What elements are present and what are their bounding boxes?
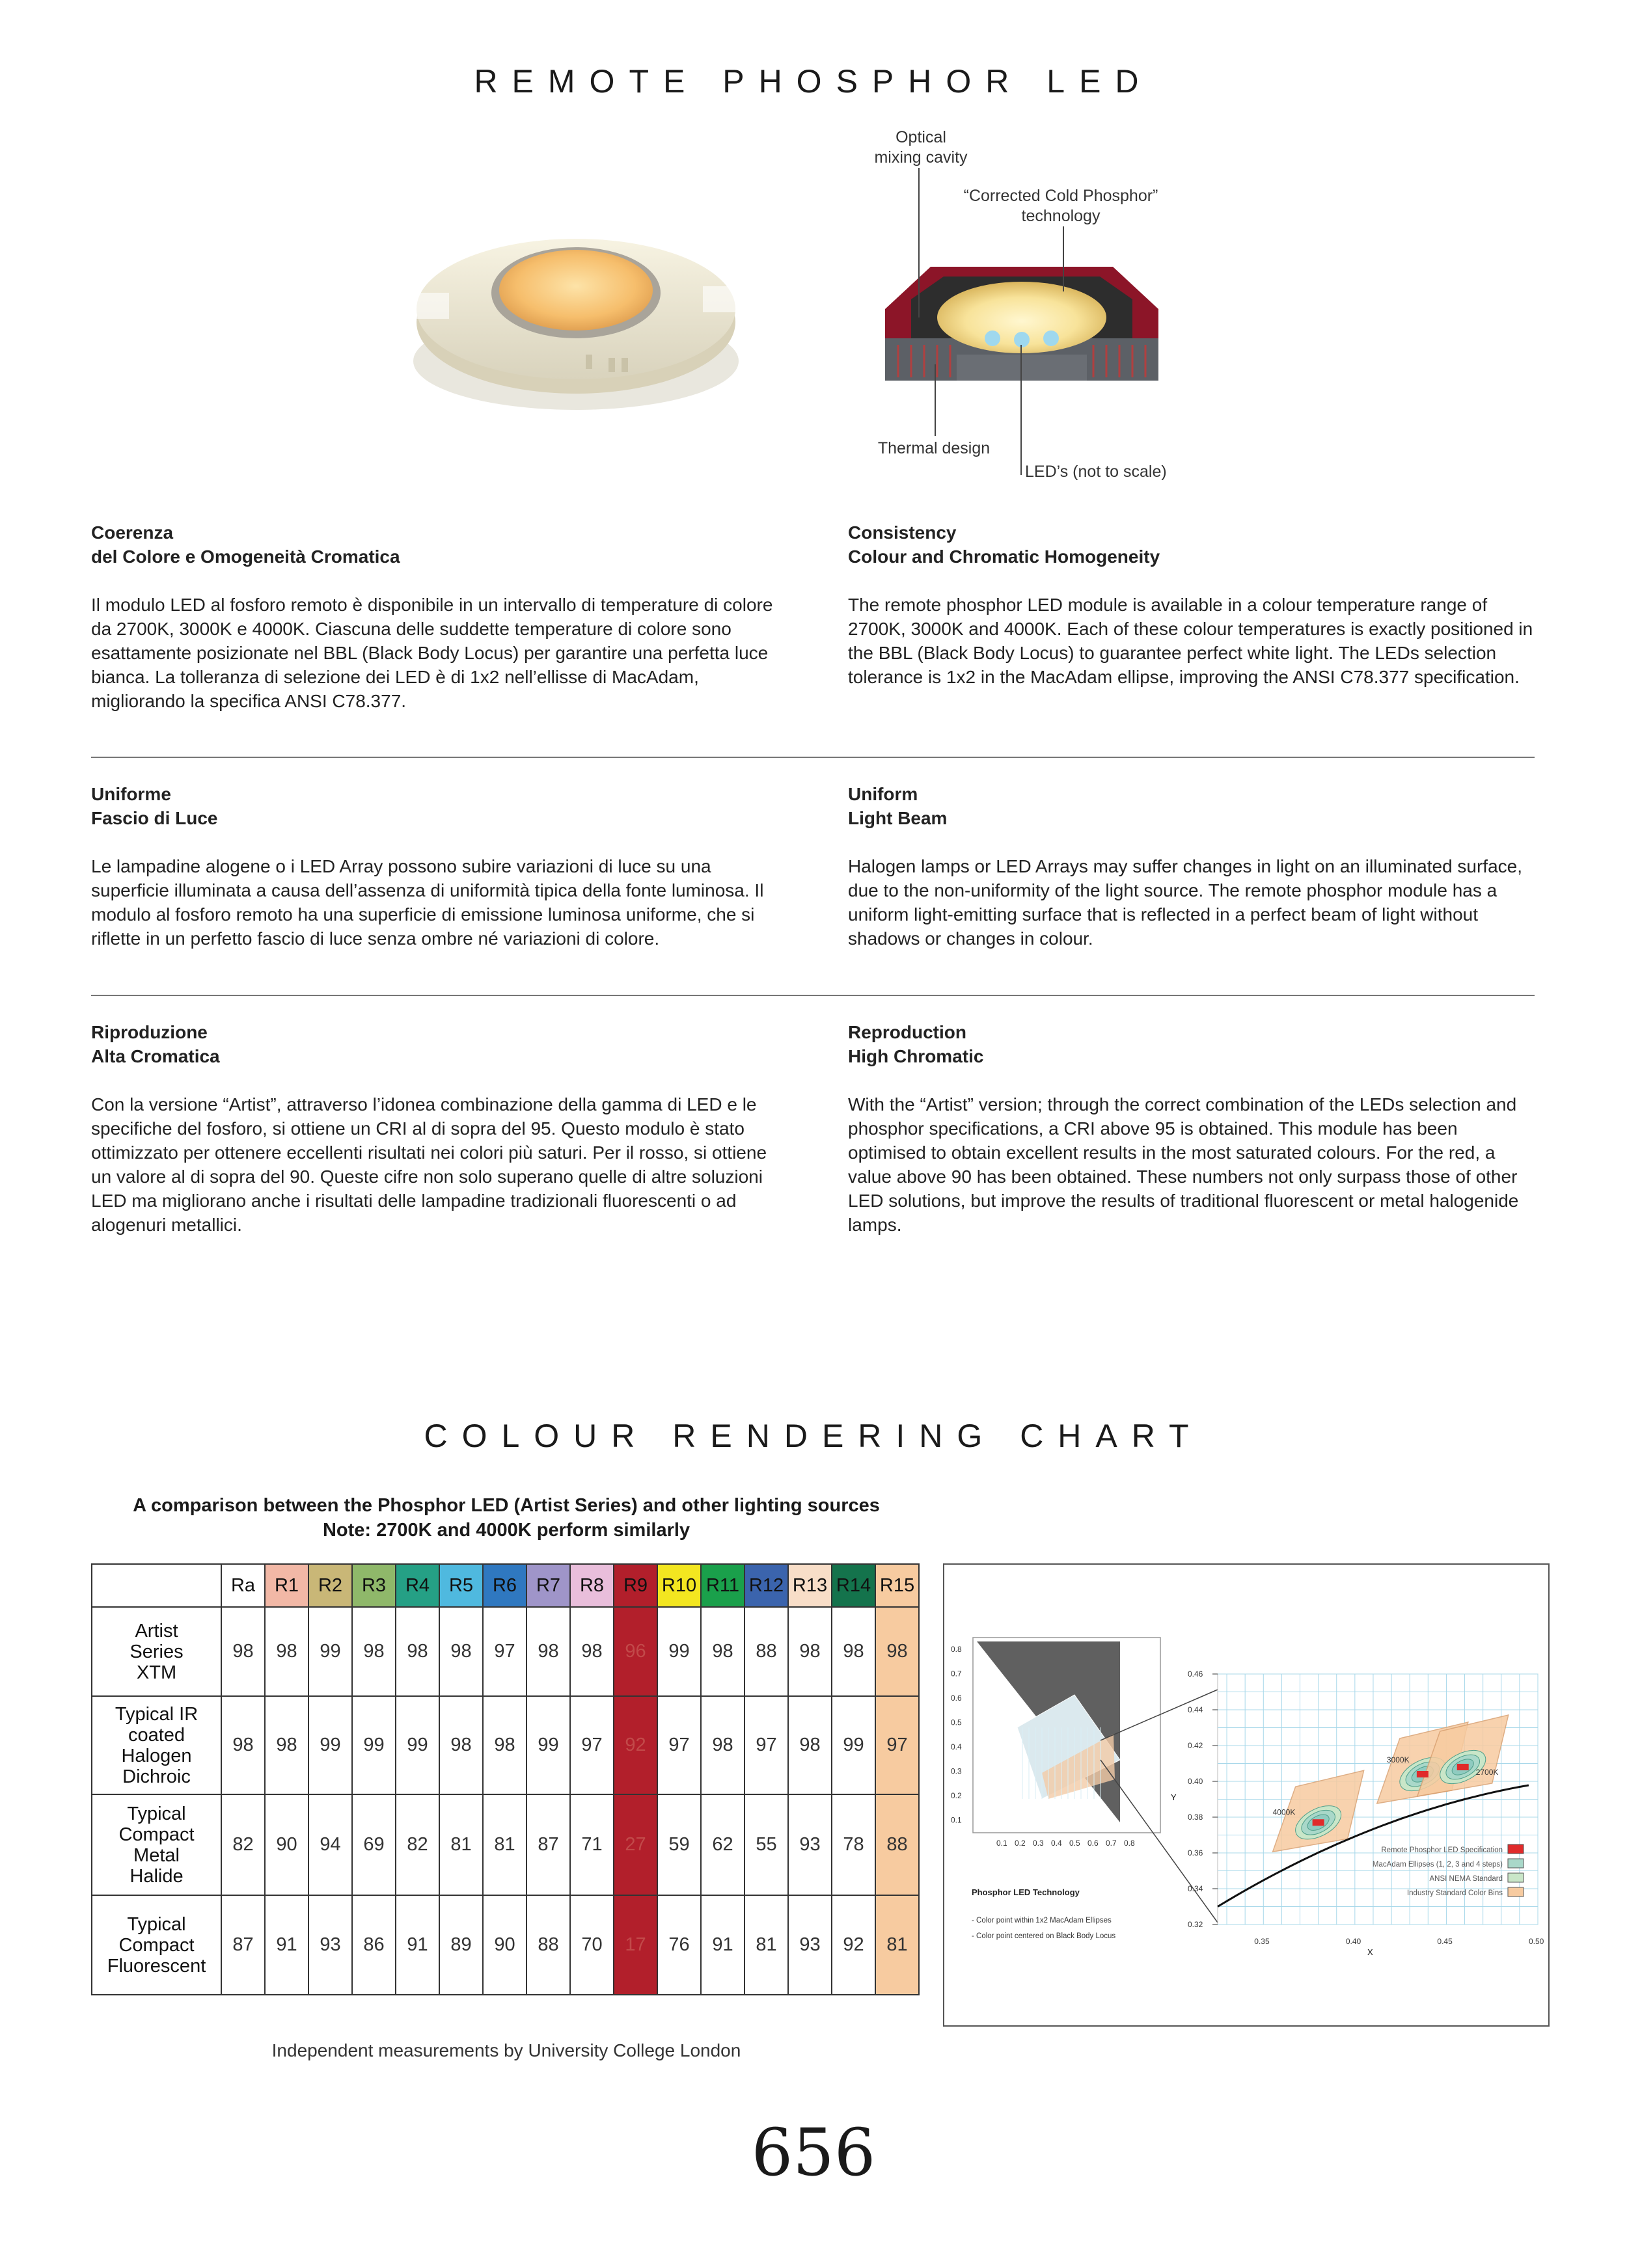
row-label: Typical Compact Metal Halide	[92, 1794, 221, 1895]
column-header-r12: R12	[745, 1564, 788, 1607]
cell-r1: 98	[265, 1607, 308, 1696]
heading: High Chromatic	[848, 1046, 984, 1066]
table-row	[92, 1794, 919, 1895]
cell-r12: 97	[745, 1696, 788, 1794]
cell-r8: 70	[570, 1895, 614, 1995]
cie-chart	[944, 1565, 1548, 2025]
y-tick: 0.42	[1188, 1741, 1203, 1750]
column-header-r5: R5	[439, 1564, 483, 1607]
y-tick: 0.40	[1188, 1777, 1203, 1786]
cell-r14: 98	[832, 1607, 875, 1696]
section-title: COLOUR RENDERING CHART	[424, 1418, 1203, 1454]
cell-r12: 88	[745, 1607, 788, 1696]
legend-swatch	[1508, 1859, 1524, 1868]
body-text: With the “Artist” version; through the correct combination of the LEDs selection and phosphor specifications, a CRI above 95 is obtained. This module has been optimised to obtain excellent results in the most saturated colours. For the red, a value above 90 has been obtained. These numbers not only surpass those of other LED solutions, but improve the results of traditional fluorescent or metal halogenide lamps.	[848, 1094, 1519, 1235]
cell-r8: 97	[570, 1696, 614, 1794]
cell-r13: 98	[788, 1607, 832, 1696]
cell-r12: 55	[745, 1794, 788, 1895]
heading: Reproduction	[848, 1022, 966, 1042]
cell-r13: 93	[788, 1794, 832, 1895]
leader-line	[918, 168, 920, 317]
x-axis-label: X	[1367, 1947, 1373, 1957]
inset-y-tick: 0.2	[951, 1791, 962, 1800]
table-row	[92, 1607, 919, 1696]
column-header-r7: R7	[526, 1564, 570, 1607]
heading: Riproduzione	[91, 1022, 208, 1042]
column-header-r4: R4	[396, 1564, 439, 1607]
footnote: Independent measurements by University College London	[271, 2040, 741, 2060]
cell-r3: 99	[352, 1696, 396, 1794]
legend-label: MacAdam Ellipses (1, 2, 3 and 4 steps)	[1372, 1861, 1503, 1869]
cell-r5: 98	[439, 1607, 483, 1696]
cell-r9: 17	[614, 1895, 657, 1995]
cell-r14: 99	[832, 1696, 875, 1794]
cell-ra: 98	[221, 1607, 265, 1696]
cell-r11: 91	[701, 1895, 745, 1995]
y-tick: 0.46	[1188, 1669, 1203, 1679]
cell-r9: 92	[614, 1696, 657, 1794]
point-3000k	[1417, 1771, 1429, 1777]
inset-x-tick: 0.7	[1106, 1839, 1117, 1848]
cell-r10: 99	[657, 1607, 701, 1696]
cell-r7: 87	[526, 1794, 570, 1895]
leader-line	[935, 364, 936, 436]
cell-r5: 81	[439, 1794, 483, 1895]
leader-line	[1020, 345, 1022, 475]
block-reproduction-en	[848, 1020, 1538, 1237]
row-label: Artist Series XTM	[92, 1607, 221, 1696]
cell-r12: 81	[745, 1895, 788, 1995]
cell-r7: 99	[526, 1696, 570, 1794]
cell-r6: 90	[483, 1895, 526, 1995]
body-text: Halogen lamps or LED Arrays may suffer changes in light on an illuminated surface, due to the non-uniformity of the light source. The remote phosphor module has a uniform light-emitting surface that is reflected in a perfect beam of light without shadows or changes in colour.	[848, 856, 1523, 949]
subtitle-line: Note: 2700K and 4000K perform similarly	[322, 1520, 690, 1541]
callout-thermal-design: Thermal design	[877, 439, 991, 457]
y-tick: 0.44	[1188, 1705, 1203, 1714]
inset-x-tick: 0.5	[1069, 1839, 1080, 1848]
block-uniform-it	[91, 782, 781, 951]
cell-r1: 91	[265, 1895, 308, 1995]
cell-ra: 82	[221, 1794, 265, 1895]
divider	[91, 757, 1535, 758]
column-header-r9: R9	[614, 1564, 657, 1607]
callout-optical-cavity: Optical mixing cavity	[874, 128, 968, 167]
cell-r4: 98	[396, 1607, 439, 1696]
inset-x-tick: 0.6	[1087, 1839, 1099, 1848]
point-label: 4000K	[1272, 1807, 1296, 1817]
page-title: REMOTE PHOSPHOR LED	[474, 63, 1153, 100]
cell-r11: 62	[701, 1794, 745, 1895]
column-header-ra: Ra	[221, 1564, 265, 1607]
legend-swatch	[1508, 1887, 1524, 1897]
column-header-r15: R15	[875, 1564, 919, 1607]
cell-r3: 69	[352, 1794, 396, 1895]
cell-r2: 99	[308, 1696, 352, 1794]
row-label: Typical Compact Fluorescent	[92, 1895, 221, 1995]
callout-leds: LED’s (not to scale)	[1025, 463, 1167, 481]
y-tick: 0.32	[1188, 1920, 1203, 1929]
cell-r8: 98	[570, 1607, 614, 1696]
led-module-photo	[390, 215, 755, 423]
x-tick: 0.45	[1437, 1937, 1453, 1946]
cell-r15: 81	[875, 1895, 919, 1995]
cell-r14: 78	[832, 1794, 875, 1895]
legend-label: Industry Standard Color Bins	[1406, 1889, 1503, 1897]
column-header-r14: R14	[832, 1564, 875, 1607]
cutaway-illustration	[872, 241, 1171, 390]
cell-r3: 98	[352, 1607, 396, 1696]
x-tick: 0.50	[1529, 1937, 1544, 1946]
y-tick: 0.36	[1188, 1848, 1203, 1857]
column-header-r3: R3	[352, 1564, 396, 1607]
column-header-r8: R8	[570, 1564, 614, 1607]
x-tick: 0.40	[1345, 1937, 1361, 1946]
cell-r10: 59	[657, 1794, 701, 1895]
column-header-r11: R11	[701, 1564, 745, 1607]
column-header-r13: R13	[788, 1564, 832, 1607]
colour-rendering-table	[91, 1563, 920, 1995]
cell-r1: 98	[265, 1696, 308, 1794]
cell-r6: 81	[483, 1794, 526, 1895]
inset-y-tick: 0.4	[951, 1742, 962, 1751]
cell-r5: 89	[439, 1895, 483, 1995]
point-label: 3000K	[1386, 1755, 1410, 1764]
cell-r6: 97	[483, 1607, 526, 1696]
cell-r15: 97	[875, 1696, 919, 1794]
cell-r7: 98	[526, 1607, 570, 1696]
y-tick: 0.34	[1188, 1884, 1203, 1893]
heading: Uniform	[848, 784, 918, 804]
inset-y-tick: 0.5	[951, 1718, 962, 1727]
column-header-r6: R6	[483, 1564, 526, 1607]
heading: Light Beam	[848, 808, 948, 828]
cell-r10: 97	[657, 1696, 701, 1794]
cie-chart-title: Phosphor LED Technology	[972, 1887, 1080, 1897]
subtitle-line: A comparison between the Phosphor LED (Artist Series) and other lighting sources	[133, 1495, 880, 1516]
table-row	[92, 1895, 919, 1995]
cell-r4: 99	[396, 1696, 439, 1794]
inset-y-tick: 0.6	[951, 1694, 962, 1703]
inset-x-tick: 0.3	[1033, 1839, 1044, 1848]
cell-r6: 98	[483, 1696, 526, 1794]
block-reproduction-it	[91, 1020, 781, 1237]
point-2700k	[1457, 1764, 1469, 1770]
cie-chart-panel	[943, 1563, 1550, 2027]
y-axis-label: Y	[1171, 1792, 1177, 1802]
y-tick: 0.38	[1188, 1813, 1203, 1822]
cell-r13: 98	[788, 1696, 832, 1794]
legend-label: Remote Phosphor LED Specification	[1381, 1846, 1503, 1854]
cell-r2: 99	[308, 1607, 352, 1696]
heading: Coerenza	[91, 522, 174, 543]
cell-r1: 90	[265, 1794, 308, 1895]
body-text: The remote phosphor LED module is available in a colour temperature range of 2700K, 3000K and 4000K. Each of these colour temperatures is exactly positioned in the BBL (Black Body Locus) to guarantee perfect white light. The LEDs selection tolerance is 1x2 in the MacAdam ellipse, improving the ANSI C78.377 specification.	[848, 595, 1533, 687]
heading: Colour and Chromatic Homogeneity	[848, 547, 1160, 567]
inset-y-tick: 0.8	[951, 1645, 962, 1654]
divider	[91, 995, 1535, 996]
inset-x-tick: 0.4	[1051, 1839, 1062, 1848]
inset-y-tick: 0.3	[951, 1766, 962, 1776]
page-number: 656	[751, 2114, 876, 2191]
point-label: 2700K	[1475, 1768, 1499, 1777]
point-4000k	[1313, 1819, 1324, 1826]
inset-x-tick: 0.2	[1015, 1839, 1026, 1848]
body-text: Il modulo LED al fosforo remoto è disponibile in un intervallo di temperature di colore da 2700K, 3000K e 4000K. Ciascuna delle suddette temperature di colore sono esattamente posizionate nel BBL (Black Body Locus) per garantire una perfetta luce bianca. La tolleranza di selezione dei LED è di 1x2 nell’ellisse di MacAdam, migliorando la specifica ANSI C78.377.	[91, 595, 773, 711]
cell-r7: 88	[526, 1895, 570, 1995]
x-tick: 0.35	[1254, 1937, 1270, 1946]
inset-x-tick: 0.8	[1124, 1839, 1135, 1848]
block-uniform-en	[848, 782, 1538, 951]
cell-r3: 86	[352, 1895, 396, 1995]
column-header-r2: R2	[308, 1564, 352, 1607]
cell-r11: 98	[701, 1696, 745, 1794]
cell-r10: 76	[657, 1895, 701, 1995]
cell-r14: 92	[832, 1895, 875, 1995]
inset-y-tick: 0.7	[951, 1669, 962, 1679]
heading: Alta Cromatica	[91, 1046, 220, 1066]
cell-r8: 71	[570, 1794, 614, 1895]
column-header-r10: R10	[657, 1564, 701, 1607]
cell-r9: 96	[614, 1607, 657, 1696]
cell-r11: 98	[701, 1607, 745, 1696]
cell-r4: 91	[396, 1895, 439, 1995]
heading: del Colore e Omogeneità Cromatica	[91, 547, 400, 567]
cell-r13: 93	[788, 1895, 832, 1995]
cell-r9: 27	[614, 1794, 657, 1895]
cell-r2: 93	[308, 1895, 352, 1995]
heading: Uniforme	[91, 784, 171, 804]
leader-line	[1063, 226, 1064, 291]
heading: Consistency	[848, 522, 957, 543]
cell-r5: 98	[439, 1696, 483, 1794]
row-label: Typical IR coated Halogen Dichroic	[92, 1696, 221, 1794]
cell-ra: 87	[221, 1895, 265, 1995]
cell-r15: 98	[875, 1607, 919, 1696]
callout-cold-phosphor: “Corrected Cold Phosphor” technology	[963, 187, 1158, 225]
cell-r4: 82	[396, 1794, 439, 1895]
table-corner	[92, 1564, 221, 1607]
cell-r2: 94	[308, 1794, 352, 1895]
block-consistency-en	[848, 520, 1538, 689]
legend-swatch	[1508, 1873, 1524, 1882]
inset-y-tick: 0.1	[951, 1815, 962, 1825]
inset-x-tick: 0.1	[996, 1839, 1007, 1848]
heading: Fascio di Luce	[91, 808, 218, 828]
body-text: Le lampadine alogene o i LED Array possono subire variazioni di luce su una superficie illuminata a causa dell’assenza di uniformità tipica della fonte luminosa. Il modulo al fosforo remoto ha una superficie di emissione luminosa uniforme, che si riflette in un perfetto fascio di luce senza ombre né variazioni di colore.	[91, 856, 764, 949]
cell-r15: 88	[875, 1794, 919, 1895]
chart-subtitle	[91, 1493, 922, 1543]
cie-note: - Color point centered on Black Body Locus	[972, 1932, 1116, 1940]
table-row	[92, 1696, 919, 1794]
legend-swatch	[1508, 1844, 1524, 1854]
body-text: Con la versione “Artist”, attraverso l’idonea combinazione della gamma di LED e le specifiche del fosforo, si ottiene un CRI al di sopra del 95. Questo modulo è stato ottimizzato per ottenere eccellenti risultati nei colori più saturi. Per il rosso, si ottiene un valore al di sopra del 90. Queste cifre non solo superano quelle di altre soluzioni LED ma migliorano anche i risultati delle lampadine tradizionali fluorescenti o ad alogenuri metallici.	[91, 1094, 767, 1235]
block-consistency-it	[91, 520, 781, 713]
cie-note: - Color point within 1x2 MacAdam Ellipses	[972, 1917, 1112, 1924]
legend-label: ANSI NEMA Standard	[1429, 1875, 1503, 1883]
cell-ra: 98	[221, 1696, 265, 1794]
column-header-r1: R1	[265, 1564, 308, 1607]
